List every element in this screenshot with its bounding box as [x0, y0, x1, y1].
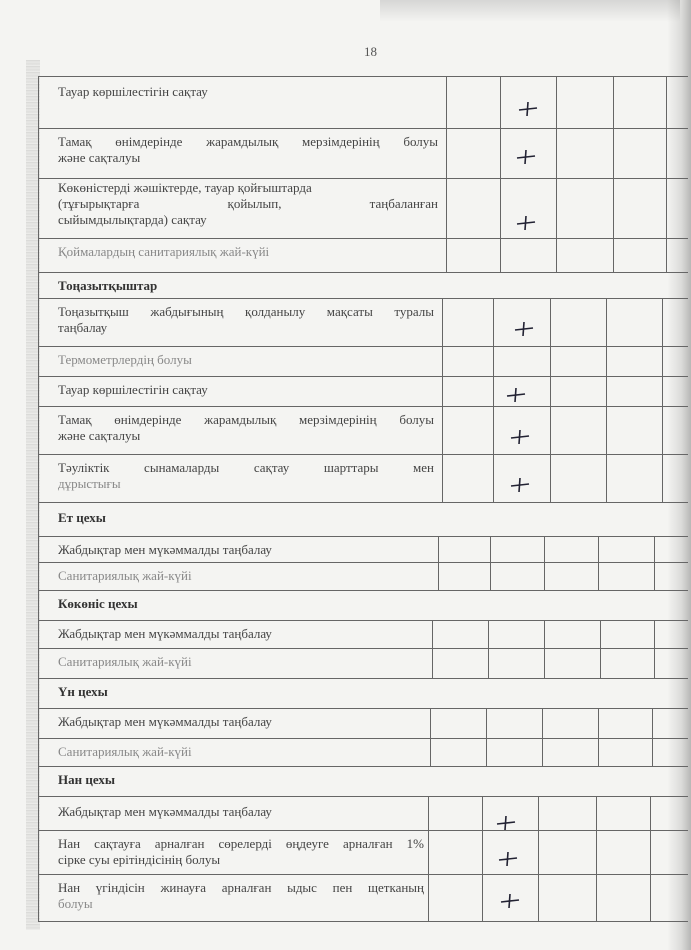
row-product-neighborhood-2: Тауар көршілестігін сақтау	[58, 382, 208, 397]
plus-mark	[512, 320, 536, 338]
plus-mark	[516, 100, 540, 118]
section-bread-shop: Нан цехы	[58, 772, 116, 787]
plus-mark	[508, 476, 532, 494]
row-vinegar-line2: сірке суы ерітіндісінің болуы	[58, 852, 221, 867]
section-refrigerators: Тоңазытқыштар	[58, 278, 158, 293]
row-meat-labeling: Жабдықтар мен мүкәммалды таңбалау	[58, 542, 272, 557]
row-vegetable-storage-line3: сыйымдылықтарда) сақтау	[58, 212, 207, 227]
row-meat-sanitary: Санитариялық жай-күйі	[58, 568, 192, 583]
section-flour-shop: Үн цехы	[58, 684, 108, 699]
row-vegetable-storage-line1: Көкөністерді жәшіктерде, тауар қойғыштарда	[58, 180, 312, 195]
row-flour-sanitary: Санитариялық жай-күйі	[58, 744, 192, 759]
row-daily-samples-line1: Тәуліктік сынамаларды сақтау шарттары мен	[58, 460, 434, 475]
row-crumbs-line2: болуы	[58, 896, 93, 911]
row-vegetable-storage-line2: (тұғырықтарға қойылып, таңбаланған	[58, 196, 438, 211]
row-vinegar-line1: Нан сақтауға арналған сөрелерді өңдеуге арналған 1%	[58, 836, 424, 851]
scan-shadow	[380, 0, 680, 22]
plus-mark	[514, 214, 538, 232]
row-expiry-dates-line2: және сақталуы	[58, 150, 141, 165]
row-thermometers: Термометрлердің болуы	[58, 352, 192, 367]
plus-mark	[496, 850, 520, 868]
section-meat-shop: Ет цехы	[58, 510, 106, 525]
row-warehouse-sanitary: Қоймалардың санитариялық жай-күйі	[58, 244, 270, 259]
row-flour-labeling: Жабдықтар мен мүкәммалды таңбалау	[58, 714, 272, 729]
row-expiry-dates-2-line1: Тамақ өнімдерінде жарамдылық мерзімдерінің болуы	[58, 412, 434, 427]
plus-mark	[504, 386, 528, 404]
row-product-neighborhood: Тауар көршілестігін сақтау	[58, 84, 208, 99]
row-daily-samples-line2: дұрыстығы	[58, 476, 121, 491]
row-fridge-labeling-line2: таңбалау	[58, 320, 108, 335]
plus-mark	[498, 892, 522, 910]
plus-mark	[494, 814, 518, 832]
row-bread-labeling: Жабдықтар мен мүкәммалды таңбалау	[58, 804, 272, 819]
row-vegetable-sanitary: Санитариялық жай-күйі	[58, 654, 192, 669]
row-expiry-dates-line1: Тамақ өнімдерінде жарамдылық мерзімдерінің болуы	[58, 134, 438, 149]
row-fridge-labeling-line1: Тоңазытқыш жабдығының қолданылу мақсаты туралы	[58, 304, 434, 319]
section-vegetable-shop: Көкөніс цехы	[58, 596, 138, 611]
page-number: 18	[364, 44, 377, 59]
plus-mark	[514, 148, 538, 166]
plus-mark	[508, 428, 532, 446]
row-expiry-dates-2-line2: және сақталуы	[58, 428, 141, 443]
row-crumbs-line1: Нан үгіндісін жинауға арналған ыдыс пен щетканың	[58, 880, 424, 895]
row-vegetable-labeling: Жабдықтар мен мүкәммалды таңбалау	[58, 626, 272, 641]
inspection-table	[38, 76, 688, 922]
